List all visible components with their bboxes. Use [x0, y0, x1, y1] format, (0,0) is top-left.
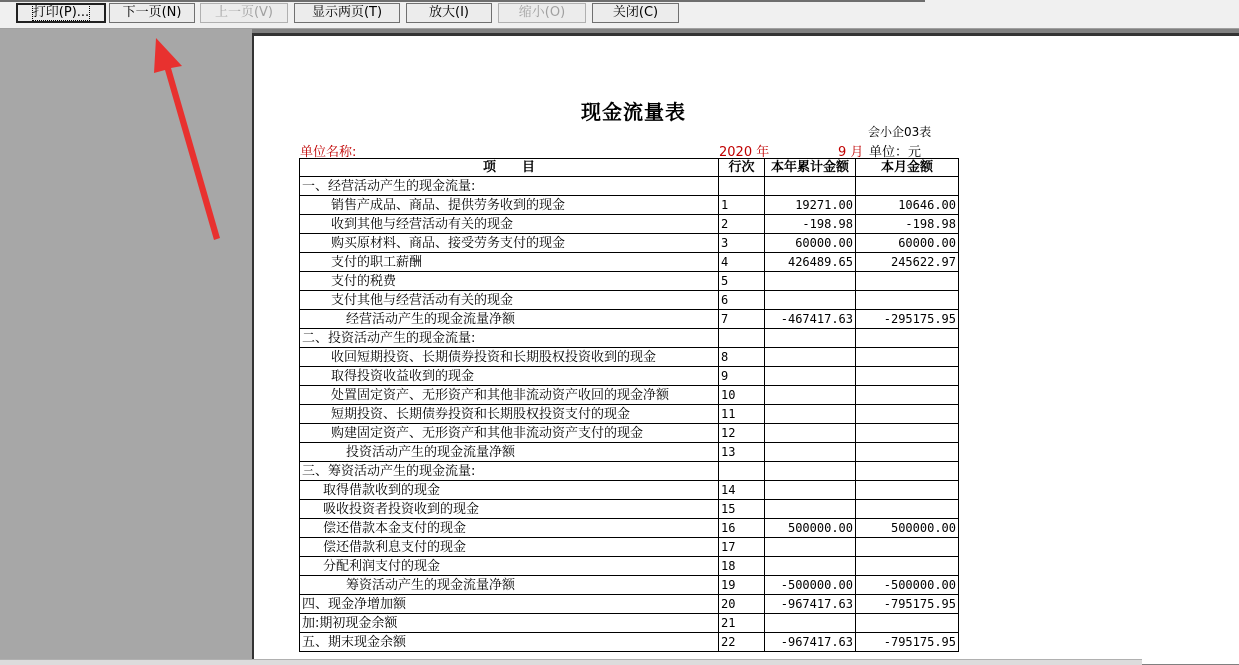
row-ytd-amount [765, 538, 856, 557]
column-header-item: 项 目 [300, 159, 719, 177]
row-month-amount: 60000.00 [856, 234, 959, 253]
row-month-amount [856, 481, 959, 500]
horizontal-scrollbar[interactable] [0, 659, 1142, 665]
row-ytd-amount [765, 481, 856, 500]
row-ytd-amount: -967417.63 [765, 633, 856, 652]
table-row [300, 215, 959, 234]
report-year: 2020 年 [719, 145, 770, 160]
row-line-number: 4 [719, 253, 765, 272]
table-row [300, 614, 959, 633]
table-row [300, 500, 959, 519]
row-line-number: 3 [719, 234, 765, 253]
row-item: 偿还借款利息支付的现金 [300, 538, 719, 557]
row-month-amount: -198.98 [856, 215, 959, 234]
row-item: 购建固定资产、无形资产和其他非流动资产支付的现金 [300, 424, 719, 443]
table-row [300, 595, 959, 614]
table-body [300, 177, 959, 652]
table-row [300, 234, 959, 253]
row-ytd-amount: -467417.63 [765, 310, 856, 329]
zoom-in-button[interactable]: 放大(I) [406, 3, 492, 23]
row-line-number: 20 [719, 595, 765, 614]
row-ytd-amount [765, 386, 856, 405]
table-row [300, 348, 959, 367]
table-row [300, 386, 959, 405]
toolbar-top-border [0, 0, 925, 2]
row-month-amount: -295175.95 [856, 310, 959, 329]
row-line-number: 13 [719, 443, 765, 462]
row-month-amount [856, 177, 959, 196]
row-month-amount [856, 500, 959, 519]
table-row [300, 196, 959, 215]
row-item: 吸收投资者投资收到的现金 [300, 500, 719, 519]
row-month-amount: -500000.00 [856, 576, 959, 595]
row-line-number: 8 [719, 348, 765, 367]
row-ytd-amount: 60000.00 [765, 234, 856, 253]
row-ytd-amount [765, 348, 856, 367]
row-item: 五、期末现金余额 [300, 633, 719, 652]
row-ytd-amount: 19271.00 [765, 196, 856, 215]
row-ytd-amount: 426489.65 [765, 253, 856, 272]
table-row [300, 481, 959, 500]
row-line-number: 22 [719, 633, 765, 652]
print-button-label: 打印(P)... [32, 5, 90, 20]
cash-flow-table [299, 158, 959, 652]
row-line-number: 1 [719, 196, 765, 215]
row-month-amount [856, 329, 959, 348]
print-preview-toolbar [0, 0, 1239, 29]
form-code: 会小企03表 [868, 125, 932, 139]
row-month-amount: 500000.00 [856, 519, 959, 538]
row-ytd-amount: -967417.63 [765, 595, 856, 614]
red-arrow-annotation-icon [150, 36, 230, 246]
row-line-number: 7 [719, 310, 765, 329]
row-line-number: 18 [719, 557, 765, 576]
row-item: 加:期初现金余额 [300, 614, 719, 633]
row-item: 短期投资、长期债券投资和长期股权投资支付的现金 [300, 405, 719, 424]
row-ytd-amount [765, 614, 856, 633]
row-item: 二、投资活动产生的现金流量: [300, 329, 719, 348]
row-item: 偿还借款本金支付的现金 [300, 519, 719, 538]
row-item: 经营活动产生的现金流量净额 [300, 310, 719, 329]
table-row [300, 367, 959, 386]
row-ytd-amount [765, 367, 856, 386]
row-item: 取得借款收到的现金 [300, 481, 719, 500]
two-pages-button[interactable]: 显示两页(T) [294, 3, 400, 23]
row-ytd-amount [765, 557, 856, 576]
zoom-out-button[interactable]: 缩小(O) [498, 3, 586, 23]
row-month-amount [856, 614, 959, 633]
row-item: 投资活动产生的现金流量净额 [300, 443, 719, 462]
row-line-number: 16 [719, 519, 765, 538]
row-item: 分配利润支付的现金 [300, 557, 719, 576]
row-month-amount [856, 272, 959, 291]
row-ytd-amount [765, 424, 856, 443]
table-row [300, 253, 959, 272]
row-ytd-amount [765, 272, 856, 291]
unit-name-label: 单位名称: [300, 145, 357, 160]
row-item: 三、筹资活动产生的现金流量: [300, 462, 719, 481]
table-row [300, 538, 959, 557]
table-row [300, 424, 959, 443]
row-line-number: 19 [719, 576, 765, 595]
row-month-amount: -795175.95 [856, 595, 959, 614]
row-item: 取得投资收益收到的现金 [300, 367, 719, 386]
row-ytd-amount [765, 329, 856, 348]
table-row [300, 405, 959, 424]
close-button[interactable]: 关闭(C) [592, 3, 679, 23]
row-ytd-amount [765, 177, 856, 196]
row-month-amount [856, 405, 959, 424]
table-row [300, 443, 959, 462]
row-month-amount [856, 538, 959, 557]
table-header-row [300, 159, 959, 177]
row-line-number: 17 [719, 538, 765, 557]
row-month-amount: -795175.95 [856, 633, 959, 652]
row-line-number [719, 177, 765, 196]
column-header-line: 行次 [719, 159, 765, 177]
row-item: 筹资活动产生的现金流量净额 [300, 576, 719, 595]
row-month-amount [856, 462, 959, 481]
row-item: 四、现金净增加额 [300, 595, 719, 614]
table-row [300, 633, 959, 652]
table-row [300, 519, 959, 538]
row-ytd-amount [765, 291, 856, 310]
row-month-amount [856, 367, 959, 386]
row-line-number: 11 [719, 405, 765, 424]
row-item: 支付的职工薪酬 [300, 253, 719, 272]
row-line-number: 21 [719, 614, 765, 633]
row-month-amount [856, 424, 959, 443]
row-month-amount [856, 291, 959, 310]
table-row [300, 310, 959, 329]
row-line-number: 10 [719, 386, 765, 405]
row-line-number: 6 [719, 291, 765, 310]
table-row [300, 329, 959, 348]
row-item: 购买原材料、商品、接受劳务支付的现金 [300, 234, 719, 253]
next-page-button[interactable]: 下一页(N) [109, 3, 195, 23]
table-row [300, 177, 959, 196]
row-line-number: 5 [719, 272, 765, 291]
row-line-number: 2 [719, 215, 765, 234]
row-line-number: 9 [719, 367, 765, 386]
row-item: 收到其他与经营活动有关的现金 [300, 215, 719, 234]
row-month-amount [856, 348, 959, 367]
row-line-number [719, 329, 765, 348]
row-ytd-amount [765, 500, 856, 519]
row-item: 收回短期投资、长期债券投资和长期股权投资收到的现金 [300, 348, 719, 367]
table-row [300, 462, 959, 481]
table-row [300, 557, 959, 576]
print-button[interactable] [16, 3, 106, 23]
row-month-amount: 10646.00 [856, 196, 959, 215]
row-item: 一、经营活动产生的现金流量: [300, 177, 719, 196]
table-row [300, 291, 959, 310]
table-row [300, 576, 959, 595]
row-ytd-amount: -198.98 [765, 215, 856, 234]
row-ytd-amount [765, 405, 856, 424]
table-row [300, 272, 959, 291]
row-line-number [719, 462, 765, 481]
row-line-number: 14 [719, 481, 765, 500]
prev-page-button[interactable]: 上一页(V) [200, 3, 288, 23]
row-month-amount [856, 386, 959, 405]
row-line-number: 15 [719, 500, 765, 519]
row-ytd-amount [765, 443, 856, 462]
row-item: 处置固定资产、无形资产和其他非流动资产收回的现金净额 [300, 386, 719, 405]
currency-unit: 单位：元 [869, 145, 922, 160]
report-title: 现金流量表 [581, 100, 686, 124]
row-item: 支付其他与经营活动有关的现金 [300, 291, 719, 310]
row-month-amount: 245622.97 [856, 253, 959, 272]
report-month: 9 月 [838, 145, 864, 160]
row-ytd-amount [765, 462, 856, 481]
column-header-month: 本月金额 [856, 159, 959, 177]
column-header-ytd: 本年累计金额 [765, 159, 856, 177]
row-month-amount [856, 443, 959, 462]
row-item: 支付的税费 [300, 272, 719, 291]
row-ytd-amount: -500000.00 [765, 576, 856, 595]
row-ytd-amount: 500000.00 [765, 519, 856, 538]
row-month-amount [856, 557, 959, 576]
row-item: 销售产成品、商品、提供劳务收到的现金 [300, 196, 719, 215]
row-line-number: 12 [719, 424, 765, 443]
